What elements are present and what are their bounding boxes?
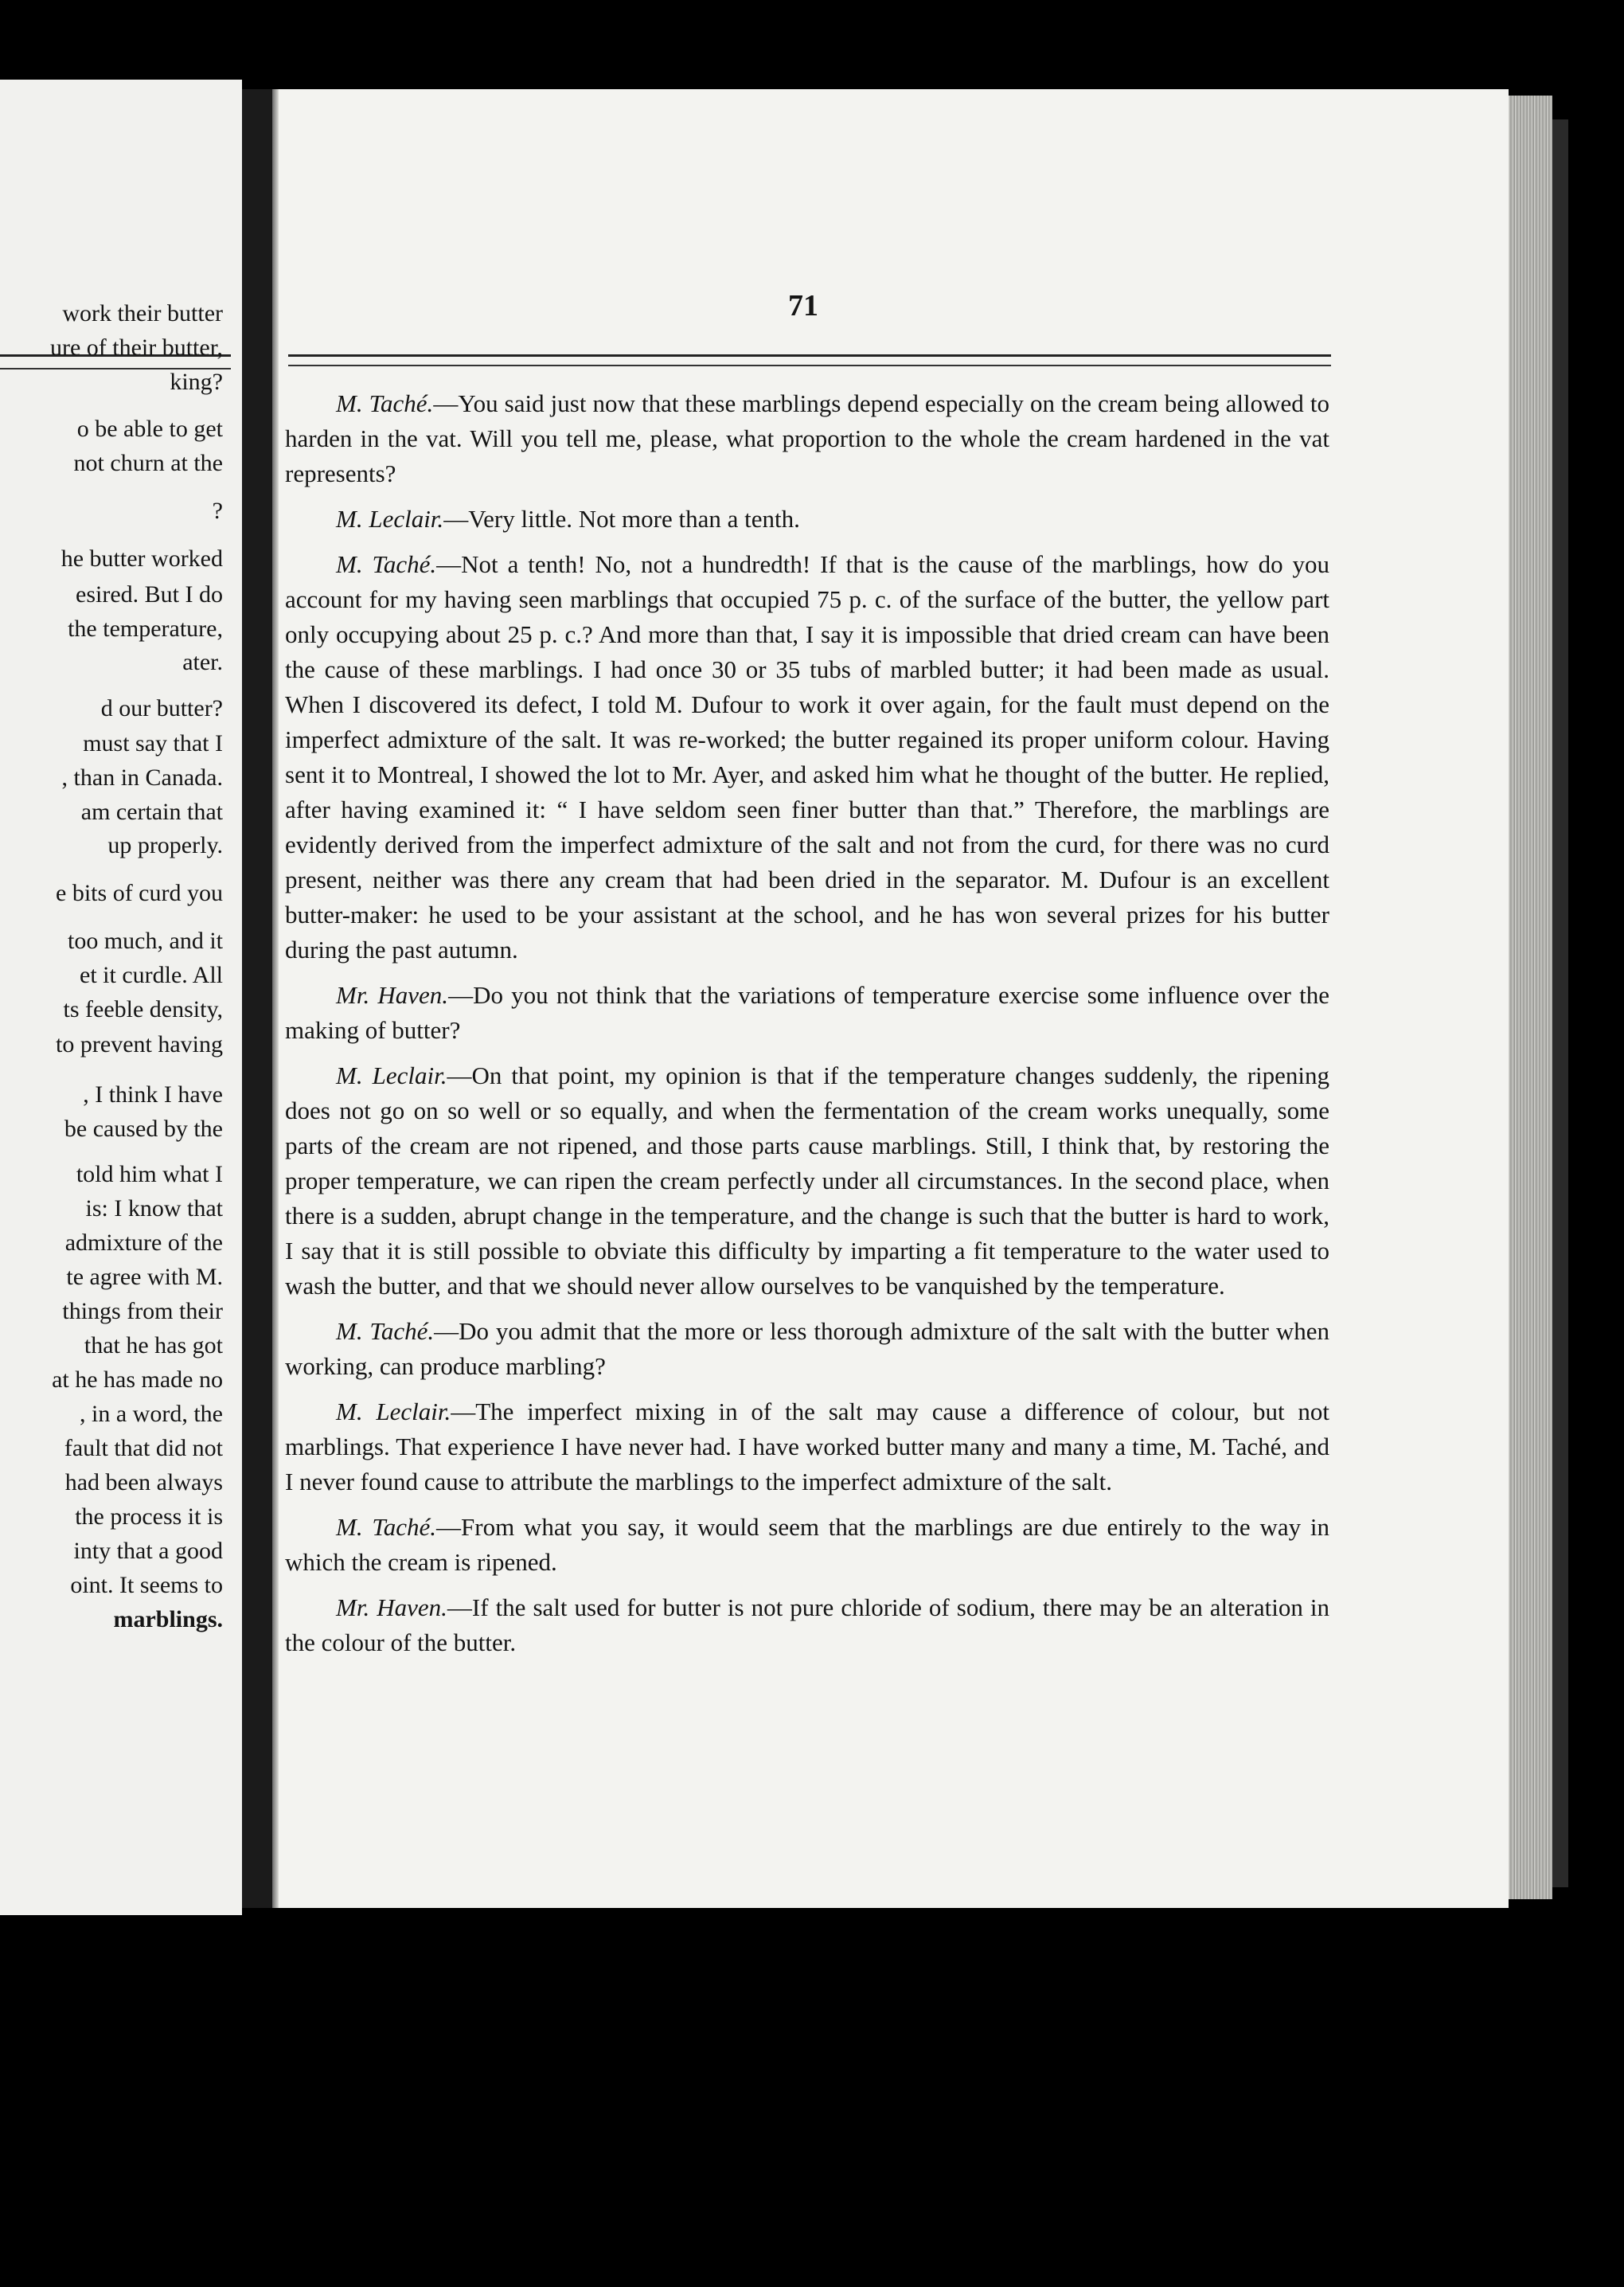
speaker-name: M. Taché. — [336, 550, 437, 578]
header-rule — [288, 354, 1331, 366]
left-page-line: is: I know that — [85, 1195, 223, 1222]
left-page-line: to prevent having — [56, 1031, 223, 1057]
paragraph — [285, 502, 1329, 537]
left-page-line: , I think I have — [83, 1081, 223, 1108]
left-page-line: the temperature, — [68, 616, 223, 642]
paragraph — [285, 1314, 1329, 1384]
paragraph — [285, 1590, 1329, 1660]
book-gutter — [242, 89, 272, 1908]
left-page-line: ure of their butter, — [49, 334, 223, 361]
left-page-line: o be able to get — [76, 416, 223, 442]
speaker-name: M. Taché. — [336, 1317, 435, 1345]
speaker-name: M. Leclair. — [336, 505, 444, 533]
speaker-name: M. Taché. — [336, 389, 434, 417]
paragraph-text: —Very little. Not more than a tenth. — [443, 505, 800, 533]
left-page-line: , than in Canada. — [61, 764, 223, 791]
left-page-line: ater. — [182, 649, 223, 675]
left-page-line: too much, and it — [68, 928, 223, 954]
left-page-line: ? — [212, 498, 223, 524]
book-cover-edge — [1552, 119, 1568, 1887]
left-page-line: te agree with M. — [66, 1264, 223, 1290]
left-page-line: d our butter? — [100, 695, 223, 721]
left-page-line: esired. But I do — [76, 581, 223, 608]
left-page-line: the process it is — [75, 1503, 223, 1530]
paragraph-text: —Do you admit that the more or less thorough admixture of the salt with the butter when working, can produce marbling? — [285, 1317, 1329, 1380]
paragraph — [285, 1394, 1329, 1499]
page-body — [285, 386, 1329, 1671]
gutter-shadow — [272, 89, 279, 1908]
paragraph-text: —You said just now that these marblings depend especially on the cream being allowed to harden in the vat. Will you tell me, please, what proportion to the whole the cream hardened in the vat represents? — [285, 389, 1329, 487]
speaker-name: M. Leclair. — [336, 1061, 447, 1089]
page-number-text: 71 — [788, 289, 818, 323]
left-page-fragment — [0, 80, 242, 1915]
speaker-name: M. Leclair. — [336, 1398, 451, 1425]
left-page-line: am certain that — [80, 799, 223, 825]
paragraph — [285, 1058, 1329, 1304]
speaker-name: M. Taché. — [336, 1513, 436, 1541]
paragraph-text: —Do you not think that the variations of temperature exercise some influence over the making of butter? — [285, 981, 1329, 1044]
left-page-line: oint. It seems to — [70, 1572, 223, 1598]
left-page-line: had been always — [64, 1469, 223, 1495]
paragraph — [285, 1510, 1329, 1580]
paragraph — [285, 547, 1329, 968]
page-edges — [1509, 96, 1552, 1899]
left-page-line: must say that I — [83, 730, 223, 756]
paragraph — [285, 386, 1329, 491]
paragraph-text: —The imperfect mixing in of the salt may cause a difference of colour, but not marblings. That experience I have never had. I have worked butter many and many a time, M. Taché, and I never found cause to attribute the marblings to the imperfect admixture of the salt. — [285, 1398, 1329, 1495]
paragraph-text: —On that point, my opinion is that if the temperature changes suddenly, the ripening does not go on so well or so equally, and when the fermentation of the cream works unequally, some parts of the cream are not ripened, and those parts cause marblings. Still, I think that, by restoring the proper temperature, we can ripen the cream perfectly under all circumstances. In the second place, when there is a sudden, abrupt change in the temperature, and the change is such that the butter is hard to work, I say that it is still possible to obviate this difficulty by imparting a fit temperature to the water used to wash the butter, and that we should never allow ourselves to be vanquished by the temperature. — [285, 1061, 1330, 1300]
left-page-line: be caused by the — [64, 1116, 223, 1142]
left-page-line: at he has made no — [52, 1366, 223, 1393]
left-page-line: that he has got — [84, 1332, 223, 1359]
paragraph-text: —From what you say, it would seem that the marblings are due entirely to the way in which the cream is ripened. — [285, 1513, 1329, 1576]
left-page-line: told him what I — [76, 1161, 223, 1187]
page-number — [0, 288, 1624, 323]
left-page-line: admixture of the — [64, 1230, 223, 1256]
left-page-line: et it curdle. All — [80, 962, 223, 988]
speaker-name: Mr. Haven. — [336, 1593, 447, 1621]
paragraph — [285, 978, 1329, 1048]
left-page-line: ts feeble density, — [63, 996, 223, 1022]
left-page-line: e bits of curd you — [56, 880, 223, 906]
left-page-line: he butter worked — [61, 545, 223, 572]
left-page-line: things from their — [62, 1298, 223, 1324]
speaker-name: Mr. Haven. — [336, 981, 449, 1009]
left-page-line: up properly. — [107, 832, 223, 858]
left-page-line: work their butter — [62, 300, 223, 326]
paragraph-text: —Not a tenth! No, not a hundredth! If that is the cause of the marblings, how do you account for my having seen marblings that occupied 75 p. c. of the surface of the butter, the yellow part only occupying about 25 p. c.? And more than that, I say it is impossible that dried cream can have been the cause of these marblings. I had once 30 or 35 tubs of marbled butter; it had been made as usual. When I discovered its defect, I told M. Dufour to work it over again, for the fault must depend on the imperfect admixture of the salt. It was re-worked; the butter regained its proper uniform colour. Having sent it to Montreal, I showed the lot to Mr. Ayer, and asked him what he thought of the butter. He replied, after having examined it: “ I have seldom seen finer butter than that.” Therefore, the marblings are evidently derived from the imperfect admixture of the salt and not from the curd, for there was no curd present, neither was there any cream that had been dried in the separator. M. Dufour is an excellent butter-maker: he used to be your assistant at the school, and he has won several prizes for his butter during the past autumn. — [285, 550, 1329, 964]
left-page-line: fault that did not — [64, 1435, 223, 1461]
left-page-line: marblings. — [113, 1606, 223, 1632]
left-page-line: not churn at the — [73, 450, 223, 476]
left-page-line: , in a word, the — [80, 1401, 223, 1427]
left-page-line: king? — [170, 369, 223, 395]
paragraph-text: —If the salt used for butter is not pure chloride of sodium, there may be an alteration in the colour of the butter. — [285, 1593, 1329, 1656]
left-page-line: inty that a good — [73, 1538, 223, 1564]
